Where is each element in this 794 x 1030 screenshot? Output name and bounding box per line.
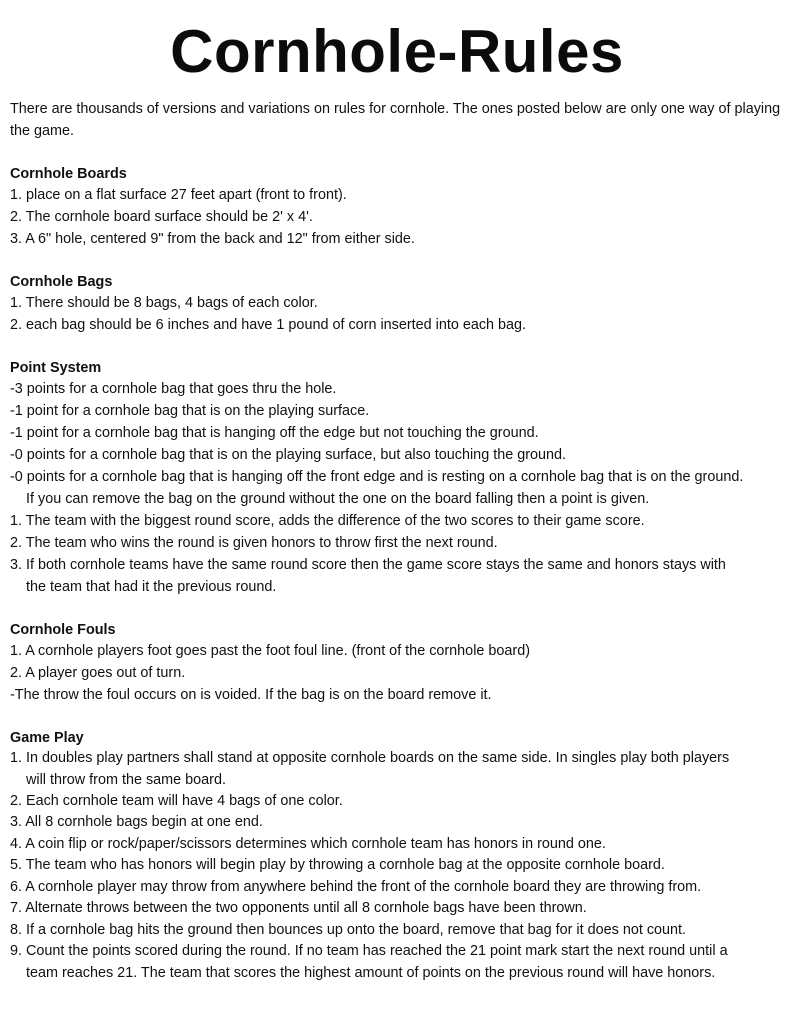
rule-line: 2. Each cornhole team will have 4 bags of one color. <box>10 792 343 809</box>
rule-line: -0 points for a cornhole bag that is on the playing surface, but also touching the ground. <box>10 447 567 463</box>
rule-line-continuation: team reaches 21. The team that scores the highest amount of points on the previous round will have honors. <box>26 964 716 981</box>
rule-line: -1 point for a cornhole bag that is hanging off the edge but not touching the ground. <box>10 425 539 441</box>
rule-line: 3. If both cornhole teams have the same round score then the game score stays the same and honors stays with <box>10 557 726 573</box>
page-title: Cornhole-Rules <box>170 18 624 85</box>
section-heading: Cornhole Bags <box>10 274 113 290</box>
rule-line: 1. A cornhole players foot goes past the foot foul line. (front of the cornhole board) <box>10 643 530 659</box>
rule-line: 4. A coin flip or rock/paper/scissors determines which cornhole team has honors in round one. <box>10 835 606 852</box>
section-point-system <box>10 358 790 598</box>
rule-line: -3 points for a cornhole bag that goes thru the hole. <box>10 381 337 397</box>
rule-line: 3. A 6" hole, centered 9" from the back and 12" from either side. <box>10 231 415 247</box>
section-heading: Cornhole Fouls <box>10 622 116 638</box>
section-cornhole-bags <box>10 272 790 336</box>
rule-line: 8. If a cornhole bag hits the ground then bounces up onto the board, remove that bag for it does not count. <box>10 921 687 938</box>
rule-line: 2. The team who wins the round is given honors to throw first the next round. <box>10 535 498 551</box>
rule-line: 1. There should be 8 bags, 4 bags of each color. <box>10 295 318 311</box>
rule-line: 3. All 8 cornhole bags begin at one end. <box>10 814 263 830</box>
rule-line-continuation: will throw from the same board. <box>26 771 226 788</box>
rules-body <box>10 98 790 984</box>
rule-line-continuation: If you can remove the bag on the ground without the one on the board falling then a point is given. <box>26 491 650 507</box>
section-heading: Cornhole Boards <box>10 166 127 182</box>
rule-line: 5. The team who has honors will begin play by throwing a cornhole bag at the opposite cornhole board. <box>10 857 665 873</box>
section-cornhole-boards <box>10 164 790 250</box>
section-game-play <box>10 728 790 984</box>
rule-line: 2. A player goes out of turn. <box>10 665 186 681</box>
rule-line: -0 points for a cornhole bag that is hanging off the front edge and is resting on a cornhole bag that is on the ground. <box>10 469 744 485</box>
intro-paragraph: There are thousands of versions and variations on rules for cornhole. The ones posted below are only one way of playing the game. <box>10 101 781 139</box>
rule-line: 2. each bag should be 6 inches and have 1 pound of corn inserted into each bag. <box>10 317 527 333</box>
rule-line: -The throw the foul occurs on is voided. If the bag is on the board remove it. <box>10 687 492 703</box>
rule-line: 2. The cornhole board surface should be 2' x 4'. <box>10 209 313 225</box>
section-heading: Game Play <box>10 730 84 746</box>
section-heading: Point System <box>10 360 102 376</box>
rule-line: 9. Count the points scored during the round. If no team has reached the 21 point mark start the next round until a <box>10 943 728 959</box>
rule-line: 1. The team with the biggest round score, adds the difference of the two scores to their game score. <box>10 513 645 529</box>
rule-line: 7. Alternate throws between the two opponents until all 8 cornhole bags have been thrown. <box>10 900 587 916</box>
rule-line: -1 point for a cornhole bag that is on the playing surface. <box>10 403 370 419</box>
rule-line: 6. A cornhole player may throw from anywhere behind the front of the cornhole board they are throwing from. <box>10 878 702 895</box>
rule-line: 1. place on a flat surface 27 feet apart (front to front). <box>10 187 347 203</box>
section-cornhole-fouls <box>10 620 790 706</box>
rule-line-continuation: the team that had it the previous round. <box>26 579 277 595</box>
rule-line: 1. In doubles play partners shall stand at opposite cornhole boards on the same side. In singles play both players <box>10 750 730 766</box>
